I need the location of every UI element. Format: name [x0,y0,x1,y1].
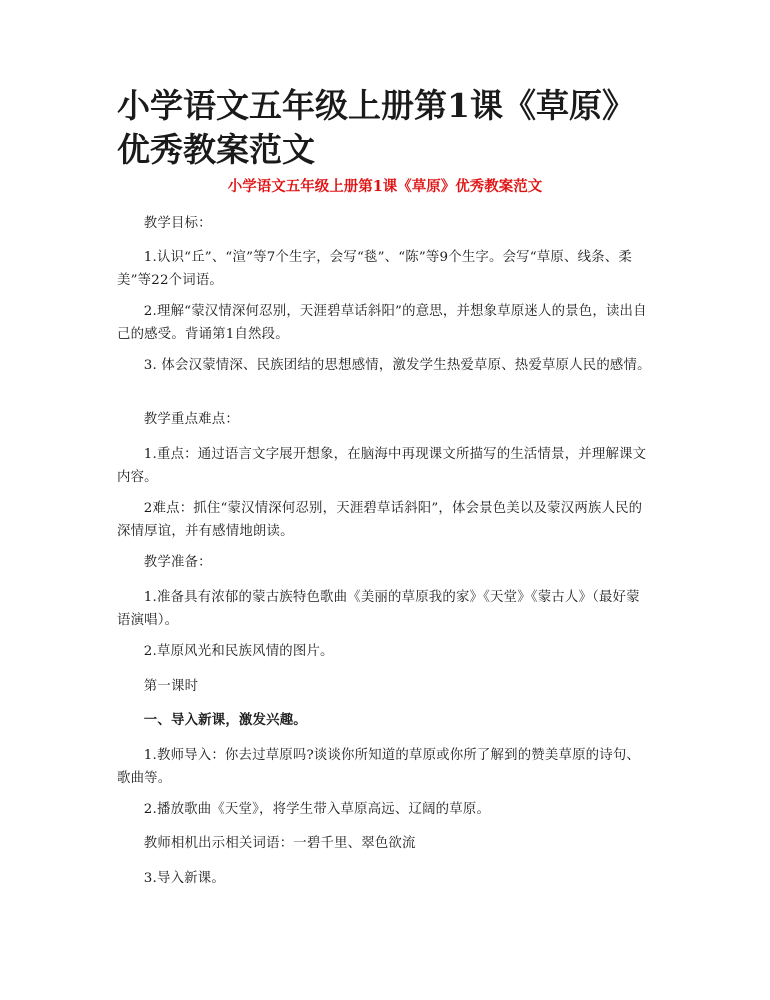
paragraph: 2.理解“蒙汉情深何忍别，天涯碧草话斜阳”的意思，并想象草原迷人的景色，读出自己的感受。背诵第1自然段。 [117,304,647,342]
paragraph-heading: 教学重点难点： [143,412,239,427]
paragraph-heading: 教学目标： [143,216,212,231]
paragraph: 2难点：抓住“蒙汉情深何忍别，天涯碧草话斜阳”，体会景色美以及蒙汉两族人民的深情厚谊，并有感情地朗读。 [117,501,643,539]
paragraph: 3. 体会汉蒙情深、民族团结的思想感情，激发学生热爱草原、热爱草原人民的感情。 [143,358,651,373]
paragraph: 教师相机出示相关词语：一碧千里、翠色欲流 [143,836,416,851]
paragraph-heading: 教学准备： [143,555,212,570]
paragraph: 1.认识“丘”、“渲”等7个生字，会写“毯”、“陈”等9个生字。会写“草原、线条、柔美”等22个词语。 [117,250,632,288]
document-title: 小学语文五年级上册第1课《草原》优秀教案范文 [117,86,635,169]
paragraph: 1.教师导入：你去过草原吗?谈谈你所知道的草原或你所了解到的赞美草原的诗句、歌曲等。 [117,748,641,786]
paragraph: 3.导入新课。 [143,871,225,886]
paragraph: 1.准备具有浓郁的蒙古族特色歌曲《美丽的草原我的家》《天堂》《蒙古人》（最好蒙语演唱）。 [117,590,640,628]
document-subtitle: 小学语文五年级上册第1课《草原》优秀教案范文 [227,178,543,195]
section-heading: 一、导入新课，激发兴趣。 [143,712,307,728]
paragraph: 2.草原风光和民族风情的图片。 [143,644,334,659]
paragraph: 1.重点：通过语言文字展开想象，在脑海中再现课文所描写的生活情景，并理解课文内容。 [117,447,647,485]
paragraph: 2.播放歌曲《天堂》，将学生带入草原高远、辽阔的草原。 [143,802,491,817]
paragraph-heading: 第一课时 [143,679,199,694]
